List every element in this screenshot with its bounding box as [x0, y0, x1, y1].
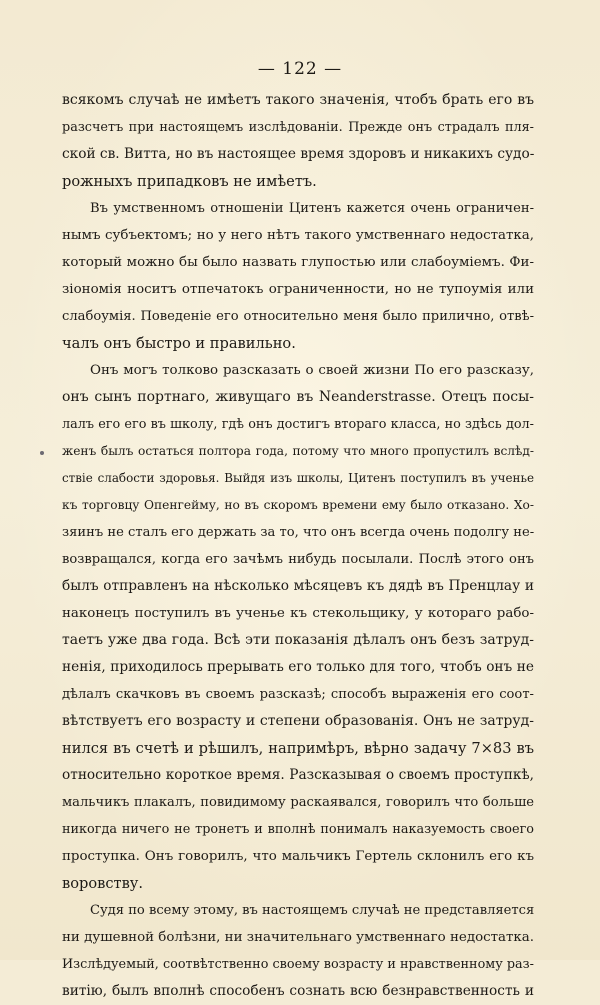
text-line: женъ былъ остаться полтора года, потому что много пропустилъ вслѣд-: [62, 444, 534, 458]
text-line: лалъ его его въ школу, гдѣ онъ достигъ втораго класса, но здѣсь дол-: [62, 417, 534, 432]
text-line: ской св. Витта, но въ настоящее время здоровъ и никакихъ судо-: [62, 146, 534, 162]
body-text: [62, 87, 534, 1005]
text-line: Онъ могъ толково разсказать о своей жизни По его разсказу,: [90, 363, 534, 378]
text-line: витію, былъ вполнѣ способенъ сознать всю безнравственность и: [62, 983, 534, 999]
text-line: мальчикъ плакалъ, повидимому раскаявался, говорилъ что больше: [62, 795, 534, 810]
text-line: чалъ онъ быстро и правильно.: [62, 335, 296, 352]
text-line: ствіе слабости здоровья. Выйдя изъ школы, Цитенъ поступилъ въ ученье: [62, 471, 534, 485]
text-line: вѣтствуетъ его возрасту и степени образованія. Онъ не затруд-: [62, 713, 534, 729]
text-line: Судя по всему этому, въ настоящемъ случаѣ не представляется: [90, 903, 534, 918]
text-line: дѣлалъ скачковъ въ своемъ разсказѣ; способъ выраженія его соот-: [62, 687, 534, 702]
text-line: ненія, приходилось прерывать его только для того, чтобъ онъ не: [62, 659, 534, 675]
text-line: воровству.: [62, 875, 144, 892]
text-line: всякомъ случаѣ не имѣетъ такого значенія, чтобъ брать его въ: [62, 92, 534, 108]
text-line: проступка. Онъ говорилъ, что мальчикъ Гертель склонилъ его къ: [62, 849, 534, 864]
text-line: относительно короткое время. Разсказывая о своемъ проступкѣ,: [62, 767, 534, 783]
text-line: Изслѣдуемый, соотвѣтственно своему возрасту и нравственному раз-: [62, 957, 534, 972]
text-line: нымъ субъектомъ; но у него нѣтъ такого умственнаго недостатка,: [62, 228, 534, 243]
text-line: Въ умственномъ отношеніи Цитенъ кажется очень ограничен-: [90, 201, 534, 216]
text-line: таетъ уже два года. Всѣ эти показанія дѣлалъ онъ безъ затруд-: [62, 632, 534, 648]
text-line: зяинъ не сталъ его держать за то, что онъ всегда очень подолгу не-: [62, 525, 534, 540]
paper-speck: [40, 451, 44, 455]
text-line: никогда ничего не тронетъ и вполнѣ понималъ наказуемость своего: [62, 822, 534, 837]
text-line: зіономія носитъ отпечатокъ ограниченности, но не тупоумія или: [62, 282, 534, 297]
text-line: рожныхъ припадковъ не имѣетъ.: [62, 173, 317, 190]
text-line: слабоумія. Поведеніе его относительно меня было прилично, отвѣ-: [62, 309, 534, 324]
text-line: нился въ счетѣ и рѣшилъ, напримѣръ, вѣрно задачу 7×83 въ: [62, 740, 534, 757]
text-line: наконецъ поступилъ въ ученье къ стекольщику, у котораго рабо-: [62, 606, 534, 621]
text-line: возвращался, когда его зачѣмъ нибудь посылали. Послѣ этого онъ: [62, 552, 534, 567]
text-line: который можно бы было назвать глупостью или слабоуміемъ. Фи-: [62, 255, 534, 270]
text-line: разсчетъ при настоящемъ изслѣдованіи. Прежде онъ страдалъ пля-: [62, 120, 534, 135]
page-number: — 122 —: [257, 59, 343, 79]
text-line: былъ отправленъ на нѣсколько мѣсяцевъ къ дядѣ въ Пренцлау и: [62, 578, 534, 594]
text-line: онъ сынъ портнаго, живущаго въ Neanderstrasse. Отецъ посы-: [62, 389, 534, 405]
text-line: ни душевной болѣзни, ни значительнаго умственнаго недостатка.: [62, 930, 534, 945]
text-line: къ торговцу Опенгейму, но въ скоромъ времени ему было отказано. Хо-: [62, 498, 534, 512]
